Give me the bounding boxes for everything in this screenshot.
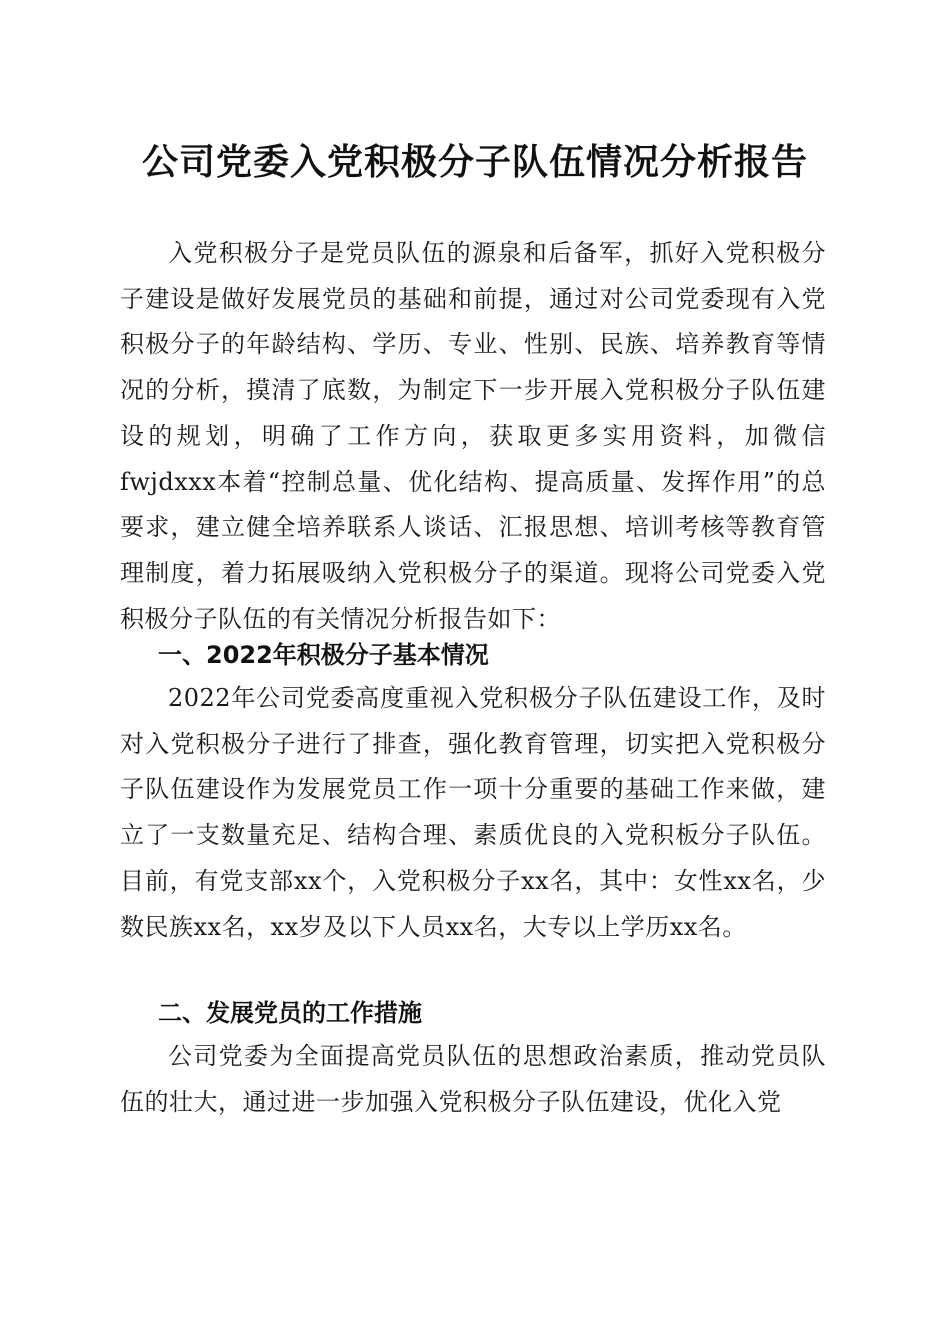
section-body-basic-situation: 2022年公司党委高度重视入党积极分子队伍建设工作，及时对入党积极分子进行了排查，强化教育管理，切实把入党积极分子队伍建设作为发展党员工作一项十分重要的基础工作来做，建立了一支数量充足、结构合理、素质优良的入党积板分子队伍。目前，有党支部xx个，入党积极分子xx名，其中：女性xx名，少数民族xx名，xx岁及以下人员xx名，大专以上学历xx名。 <box>120 684 826 941</box>
document-title: 公司党委入党积极分子队伍情况分析报告 <box>141 141 808 183</box>
section-heading-work-measures: 二、发展党员的工作措施 <box>158 999 422 1027</box>
section-heading-basic-situation: 一、2022年积极分子基本情况 <box>158 641 489 669</box>
intro-paragraph: 入党积极分子是党员队伍的源泉和后备军，抓好入党积极分子建设是做好发展党员的基础和前提，通过对公司党委现有入党积极分子的年龄结构、学历、专业、性别、民族、培养教育等情况的分析，摸清了底数，为制定下一步开展入党积极分子队伍建设的规划，明确了工作方向，获取更多实用资料，加微信fwjdxxx本着“控制总量、优化结构、提高质量、发挥作用”的总要求，建立健全培养联系人谈话、汇报思想、培训考核等教育管理制度，着力拓展吸纳入党积极分子的渠道。现将公司党委入党积极分子队伍的有关情况分析报告如下： <box>120 239 826 633</box>
section-body-work-measures: 公司党委为全面提高党员队伍的思想政治素质，推动党员队伍的壮大，通过进一步加强入党积极分子队伍建设，优化入党 <box>120 1042 826 1116</box>
